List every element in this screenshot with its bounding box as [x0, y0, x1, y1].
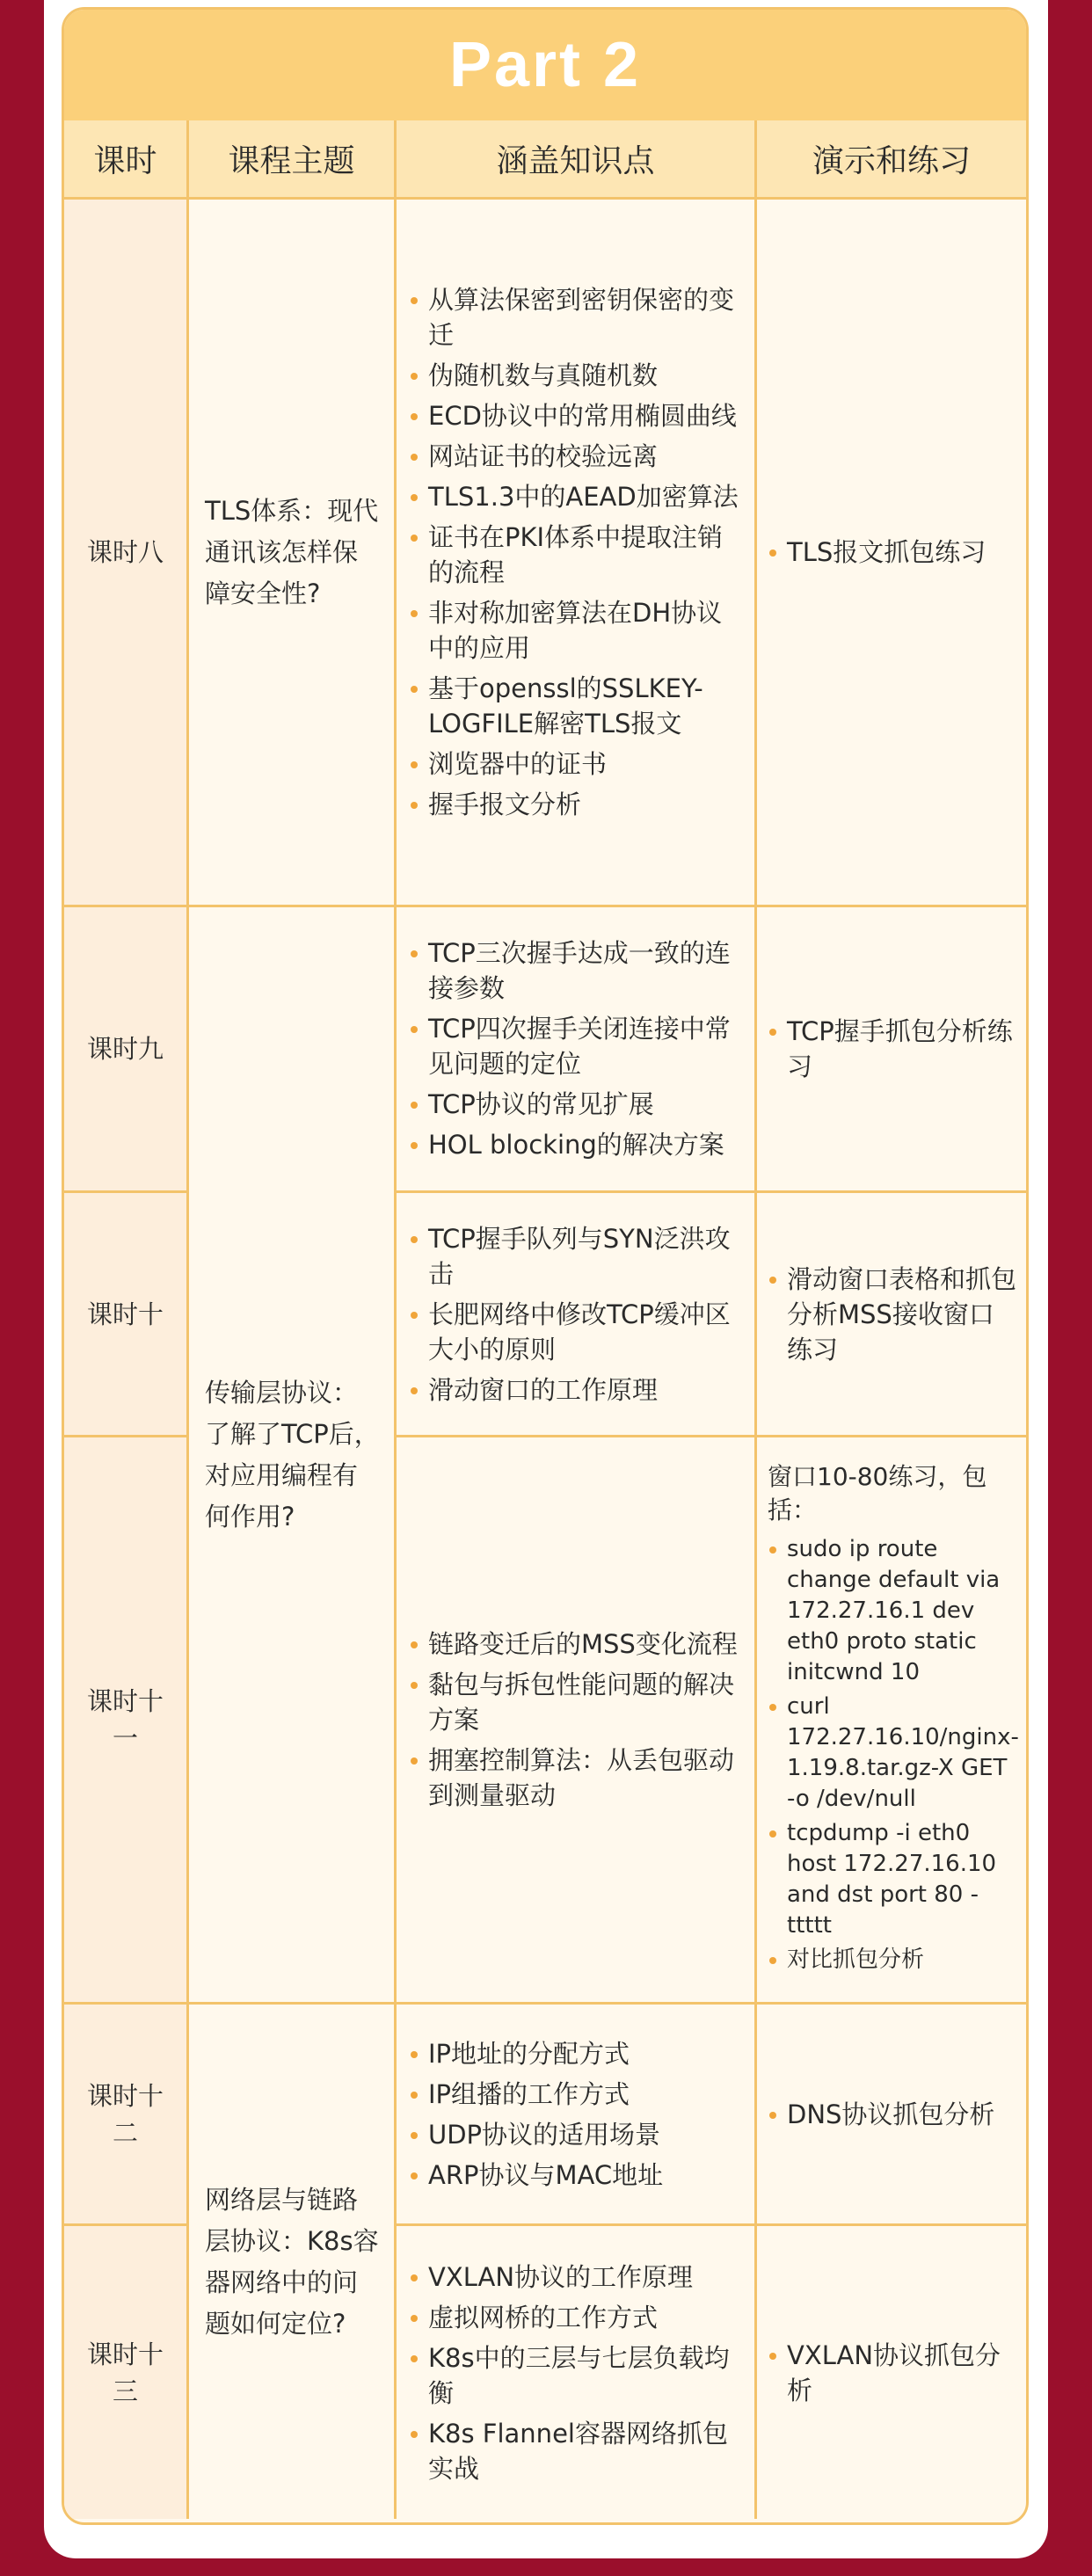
list-item	[409, 595, 746, 666]
list-item	[409, 398, 746, 433]
points-cell	[397, 907, 757, 1193]
list-item	[409, 935, 746, 1006]
list-item	[768, 1262, 1017, 1367]
list-item-text: IP地址的分配方式	[428, 2038, 630, 2069]
header-lesson: 课时	[64, 120, 189, 200]
list-item-text: ARP协议与MAC地址	[428, 2159, 664, 2190]
bullet-icon	[411, 373, 418, 380]
demo-list	[768, 1531, 1017, 1979]
list-item-text: IP组播的工作方式	[428, 2078, 630, 2109]
list-item-text: 滑动窗口的工作原理	[428, 1374, 659, 1405]
bullet-icon	[411, 2092, 418, 2099]
list-item	[409, 2036, 746, 2071]
list-item-text: 非对称加密算法在DH协议中的应用	[428, 598, 723, 663]
bullet-icon	[411, 2315, 418, 2322]
points-cell	[397, 2005, 757, 2226]
bullet-icon	[411, 1682, 418, 1689]
list-item	[768, 1818, 1017, 1941]
list-item	[409, 2300, 746, 2335]
list-item	[409, 746, 746, 782]
list-item	[409, 1127, 746, 1162]
list-item-text: curl 172.27.16.10/nginx-1.19.8.tar.gz-X GET -o /dev/null	[787, 1693, 1019, 1812]
list-item-text: ECD协议中的常用椭圆曲线	[428, 401, 737, 431]
curriculum-table	[62, 7, 1029, 2525]
bullet-icon	[411, 802, 418, 809]
list-item	[409, 479, 746, 514]
list-item-text: 从算法保密到密钥保密的变迁	[428, 285, 735, 350]
demo-cell	[757, 1437, 1026, 2005]
list-item-text: DNS协议抓包分析	[787, 2099, 995, 2129]
list-item	[409, 787, 746, 822]
knowledge-list	[409, 2031, 746, 2198]
lesson-cell: 课时十三	[64, 2226, 189, 2519]
list-item-text: 对比抓包分析	[787, 1947, 925, 1973]
bullet-icon	[769, 1957, 776, 1964]
lesson-cell: 课时十二	[64, 2005, 189, 2226]
list-item-text: 黏包与拆包性能问题的解决方案	[428, 1670, 735, 1735]
bullet-icon	[411, 535, 418, 542]
topic-cell: 传输层协议：了解了TCP后，对应用编程有何作用?	[189, 907, 397, 2005]
list-item-text: HOL blocking的解决方案	[428, 1130, 724, 1160]
header-points: 涵盖知识点	[397, 120, 757, 200]
bullet-icon	[411, 413, 418, 420]
lesson-cell: 课时十	[64, 1193, 189, 1437]
list-item-text: 长肥网络中修改TCP缓冲区大小的原则	[428, 1299, 731, 1364]
demo-cell	[757, 200, 1026, 907]
points-cell	[397, 1437, 757, 2005]
demo-list	[768, 2332, 1017, 2413]
list-item	[409, 1743, 746, 1813]
list-item	[409, 2158, 746, 2193]
list-item	[409, 1087, 746, 1122]
bullet-icon	[411, 1102, 418, 1109]
bullet-icon	[769, 2112, 776, 2119]
header-demo: 演示和练习	[757, 120, 1026, 200]
part-title: Part 2	[448, 30, 642, 100]
list-item-text: sudo ip route change default via 172.27.16.1 dev eth0 proto static initcwnd 10	[787, 1536, 1001, 1685]
bullet-icon	[411, 297, 418, 304]
bullet-icon	[411, 2355, 418, 2362]
list-item-text: TLS报文抓包练习	[787, 537, 986, 567]
knowledge-list	[409, 930, 746, 1168]
list-item	[768, 1692, 1017, 1815]
bullet-icon	[411, 950, 418, 957]
bullet-icon	[411, 1757, 418, 1765]
lesson-cell: 课时八	[64, 200, 189, 907]
demo-list	[768, 2092, 1017, 2137]
demo-cell	[757, 907, 1026, 1193]
topic-cell: 网络层与链路层协议：K8s容器网络中的问题如何定位?	[189, 2005, 397, 2519]
list-item	[768, 1014, 1017, 1084]
list-item	[409, 671, 746, 741]
list-item-text: 基于openssl的SSLKEY-LOGFILE解密TLS报文	[428, 673, 703, 739]
list-item	[409, 439, 746, 474]
list-item-text: K8s中的三层与七层负载均衡	[428, 2342, 730, 2408]
list-item	[409, 1667, 746, 1737]
bullet-icon	[411, 610, 418, 617]
list-item	[409, 1372, 746, 1408]
bullet-icon	[769, 1704, 776, 1711]
list-item	[409, 1011, 746, 1081]
bullet-icon	[411, 761, 418, 768]
list-item-text: TCP协议的常见扩展	[428, 1089, 654, 1119]
demo-intro: 窗口10-80练习，包括：	[768, 1462, 987, 1524]
bullet-icon	[769, 1546, 776, 1554]
points-cell	[397, 1193, 757, 1437]
bullet-icon	[411, 1641, 418, 1648]
list-item-text: 浏览器中的证书	[428, 749, 608, 779]
list-item-text: 证书在PKI体系中提取注销的流程	[428, 522, 724, 587]
bullet-icon	[411, 2051, 418, 2058]
list-item	[409, 520, 746, 590]
list-item-text: tcpdump -i eth0 host 172.27.16.10 and dst port 80 -ttttt	[787, 1820, 997, 1939]
list-item	[409, 282, 746, 353]
list-item-text: 虚拟网桥的工作方式	[428, 2302, 659, 2332]
list-item	[409, 2117, 746, 2152]
topic-cell: TLS体系：现代通讯该怎样保障安全性?	[189, 200, 397, 907]
bullet-icon	[411, 1142, 418, 1149]
bullet-icon	[411, 1026, 418, 1033]
bullet-icon	[411, 686, 418, 693]
knowledge-list	[409, 1216, 746, 1413]
bullet-icon	[411, 2172, 418, 2179]
list-item-text: 网站证书的校验远离	[428, 441, 659, 471]
bullet-icon	[769, 2353, 776, 2360]
list-item	[409, 2077, 746, 2112]
list-item	[409, 1221, 746, 1292]
bullet-icon	[411, 2431, 418, 2438]
list-item	[409, 1626, 746, 1662]
list-item	[409, 2340, 746, 2411]
list-item	[409, 2259, 746, 2295]
lesson-cell: 课时十一	[64, 1437, 189, 2005]
list-item	[409, 1297, 746, 1367]
demo-cell	[757, 2226, 1026, 2519]
lesson-cell: 课时九	[64, 907, 189, 1193]
list-item-text: VXLAN协议的工作原理	[428, 2261, 694, 2292]
bullet-icon	[411, 494, 418, 501]
list-item	[768, 2338, 1017, 2408]
bullet-icon	[769, 549, 776, 557]
list-item-text: 拥塞控制算法：从丢包驱动到测量驱动	[428, 1745, 735, 1810]
list-item-text: 滑动窗口表格和抓包分析MSS接收窗口练习	[787, 1263, 1017, 1364]
bullet-icon	[411, 1387, 418, 1394]
list-item	[768, 1945, 1017, 1976]
knowledge-list	[409, 2254, 746, 2492]
knowledge-list	[409, 1621, 746, 1818]
list-item-text: TLS1.3中的AEAD加密算法	[428, 482, 739, 512]
list-item	[409, 358, 746, 393]
list-item-text: 握手报文分析	[428, 790, 582, 819]
list-item	[768, 1534, 1017, 1688]
list-item	[768, 2097, 1017, 2132]
list-item	[768, 535, 1017, 570]
knowledge-list	[409, 277, 746, 827]
bullet-icon	[411, 2274, 418, 2281]
bullet-icon	[411, 454, 418, 461]
demo-list	[768, 529, 1017, 575]
bullet-icon	[411, 2132, 418, 2139]
list-item-text: TCP握手抓包分析练习	[787, 1016, 1013, 1081]
list-item-text: TCP四次握手关闭连接中常见问题的定位	[428, 1014, 731, 1079]
points-cell	[397, 200, 757, 907]
bullet-icon	[411, 1312, 418, 1319]
list-item-text: K8s Flannel容器网络抓包实战	[428, 2418, 728, 2484]
bullet-icon	[769, 1029, 776, 1036]
bullet-icon	[411, 1236, 418, 1243]
list-item-text: 伪随机数与真随机数	[428, 360, 659, 390]
list-item-text: UDP协议的适用场景	[428, 2119, 661, 2150]
list-item-text: 链路变迁后的MSS变化流程	[428, 1629, 738, 1659]
points-cell	[397, 2226, 757, 2519]
demo-cell	[757, 2005, 1026, 2226]
list-item-text: TCP握手队列与SYN泛洪攻击	[428, 1223, 731, 1289]
demo-cell	[757, 1193, 1026, 1437]
bullet-icon	[769, 1830, 776, 1837]
list-item-text: VXLAN协议抓包分析	[787, 2340, 1001, 2405]
part-title-bar	[64, 10, 1026, 120]
header-topic: 课程主题	[189, 120, 397, 200]
list-item-text: TCP三次握手达成一致的连接参数	[428, 938, 731, 1003]
table-grid	[64, 120, 1026, 2519]
list-item	[409, 2416, 746, 2486]
bullet-icon	[769, 1277, 776, 1284]
demo-list	[768, 1008, 1017, 1089]
demo-list	[768, 1256, 1017, 1372]
